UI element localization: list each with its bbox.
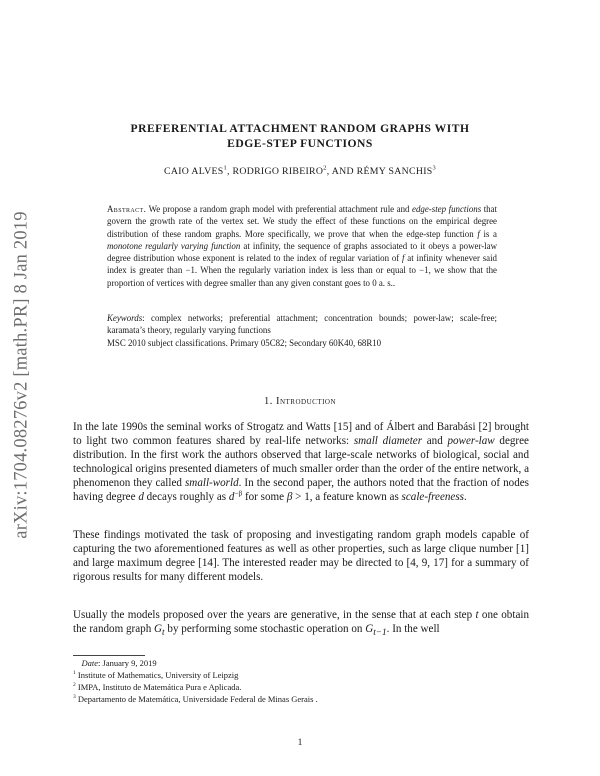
paper-title	[80, 121, 520, 151]
paragraph-math-subscript: t−1	[373, 628, 387, 639]
footnote-1	[73, 670, 529, 681]
paragraph-text: by performing some stochastic operation on	[164, 623, 366, 636]
arxiv-sidebar-stamp	[8, 190, 36, 560]
date-label: Date	[81, 658, 99, 668]
author-list	[80, 166, 520, 177]
paragraph-math: G	[365, 623, 374, 636]
abstract-text: that govern the growth rate of the vertex set. We study the effect of these functions on the empirical degree distribution of these random graphs. More specifically, we prove that when the edge-step function	[107, 204, 498, 239]
abstract-text: at infinity, the sequence of graphs associated to it obeys a power-law degree distribution whose exponent is related to the index of regular variation of	[107, 240, 497, 264]
paragraph-emphasis: power-law	[447, 435, 495, 448]
footnote-text: Departamento de Matemática, Universidade Federal de Minas Gerais .	[75, 694, 318, 704]
abstract-emphasis: monotone regularly varying function	[107, 240, 241, 251]
keywords	[107, 312, 497, 337]
paragraph-math: d	[228, 491, 235, 504]
date-text: : January 9, 2019	[98, 658, 157, 668]
abstract-math: f	[477, 228, 480, 239]
author-2-mark: 2	[323, 164, 327, 172]
paragraph-text: .	[463, 491, 467, 504]
author-2: RODRIGO RIBEIRO	[232, 166, 324, 177]
paragraph-math-exponent: −β	[234, 489, 243, 498]
paragraph-text: Usually the models proposed over the years are generative, in the sense that at each step	[73, 609, 476, 621]
author-1-mark: 1	[223, 164, 227, 172]
footnote-mark: 1	[73, 670, 76, 677]
paragraph-text: one obtain the random graph	[73, 609, 529, 636]
paragraph-math-subscript: t	[162, 628, 165, 639]
paragraph-text: In the late 1990s the seminal works of Strogatz and Watts [15] and of Álbert and Barabási [2] brought to light two common features shared by real-life networks:	[73, 421, 529, 448]
footnote-mark: 3	[73, 694, 76, 701]
paragraph-text: decays roughly as	[143, 491, 229, 504]
paragraph-text: . In the second paper, the authors noted that the fraction of nodes having degree	[73, 477, 529, 504]
title-line-1: PREFERENTIAL ATTACHMENT RANDOM GRAPHS WITH	[130, 122, 470, 135]
page-number: 1	[297, 738, 303, 748]
footnote-3	[73, 694, 529, 705]
footnote-2	[73, 682, 529, 693]
section-heading: 1. Introduction	[263, 396, 337, 407]
paragraph-emphasis: small-world	[184, 477, 239, 490]
abstract-text: is a	[479, 228, 497, 239]
author-3-mark: 3	[432, 164, 437, 172]
paragraph-emphasis: small diameter	[353, 435, 423, 448]
abstract-math: f	[402, 253, 405, 264]
paragraph-text: > 1, a feature known as	[292, 491, 402, 504]
paragraph-math: β	[286, 491, 293, 504]
title-line-2: EDGE-STEP FUNCTIONS	[227, 137, 373, 150]
keywords-label: Keywords	[107, 313, 143, 323]
paragraph-math: t	[475, 609, 479, 621]
abstract-label: Abstract.	[107, 204, 147, 214]
keywords-text: : complex networks; preferential attachment; concentration bounds; power-law; scale-free; karamata’s theory, regularly varying functions	[107, 313, 497, 336]
abstract-text: at infinity whenever said index is greater than −1. When the regularly variation index is less than or equal to −1, we show that the proportion of vertices with degree smaller than any given constant goes to 0 a. s..	[107, 253, 497, 288]
author-separator: ,	[227, 166, 233, 177]
msc-classification: MSC 2010 subject classifications. Primary 05C82; Secondary 60K40, 68R10	[107, 338, 382, 348]
abstract-text: We propose a random graph model with preferential attachment rule and	[146, 204, 413, 214]
author-3: RÉMY SANCHIS	[356, 166, 433, 177]
author-1: CAIO ALVES	[163, 166, 224, 177]
paragraph-emphasis: scale-freeness	[401, 491, 464, 504]
arxiv-id: arXiv:1704.08276v2 [math.PR] 8 Jan 2019	[11, 211, 32, 539]
abstract-emphasis: edge-step functions	[412, 204, 482, 214]
paragraph-text: for some	[242, 491, 287, 504]
footnote-text: Institute of Mathematics, University of Leipzig	[75, 670, 239, 680]
paragraph-2: These findings motivated the task of proposing and investigating random graph models capable of capturing the two aforementioned features as well as other properties, such as large clique number [1] and large maximum degree [14]. The interested reader may be directed to [4, 9, 17] for a summary of rigorous results for many different models.	[73, 529, 529, 584]
footnote-divider	[73, 655, 145, 656]
author-separator: , AND	[326, 166, 357, 177]
paragraph-3	[73, 608, 529, 640]
footnote-text: IMPA, Instituto de Matemática Pura e Aplicada.	[75, 682, 242, 692]
paragraph-1	[73, 420, 529, 505]
footnote-date	[73, 658, 529, 669]
footnote-mark: 2	[73, 682, 76, 689]
paragraph-text: and	[422, 435, 448, 448]
paragraph-math: d	[138, 491, 144, 504]
paragraph-math: G	[154, 623, 163, 636]
paragraph-text: . In the well	[386, 623, 440, 636]
paragraph-text: degree distribution. In the first work the authors observed that large-scale networks of biological, social and technological origins presented diameters of much smaller order than the order of the entire network, a phenomenon they called	[73, 435, 529, 490]
abstract	[107, 203, 497, 289]
